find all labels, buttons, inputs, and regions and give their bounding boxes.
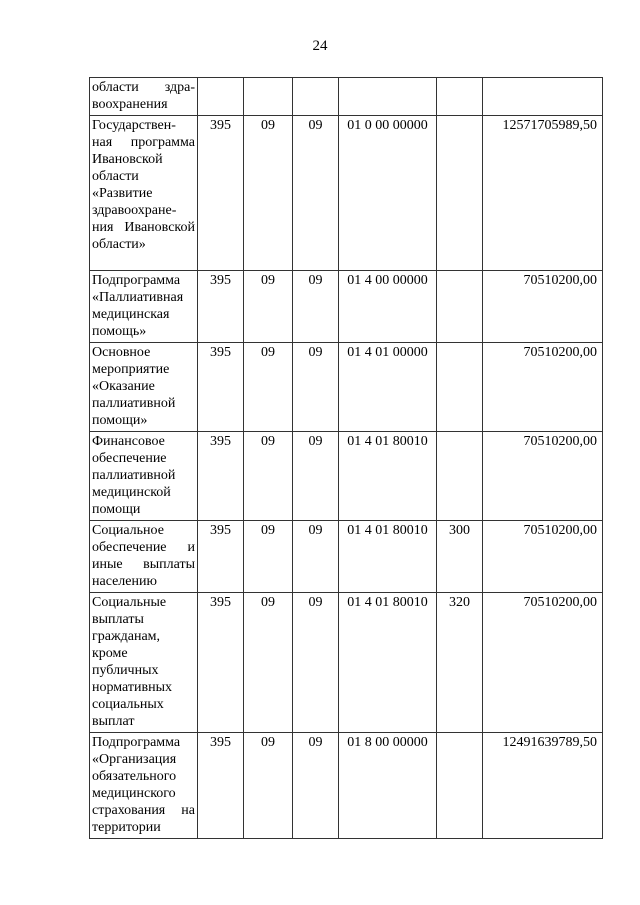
amount-cell: 70510200,00 [483,521,603,593]
row-name-cell: Финансовое обеспечение паллиативной медицинской помощи [90,432,198,521]
section-code-cell: 09 [244,733,293,839]
row-name-cell: Государствен-ная программа Ивановской области «Развитие здравоохране-ния Ивановской области» [90,116,198,271]
table-row [90,521,603,593]
admin-code-cell: 395 [198,343,244,432]
amount-cell: 70510200,00 [483,343,603,432]
target-article-cell: 01 4 01 00000 [339,343,437,432]
target-article-cell: 01 4 00 00000 [339,271,437,343]
budget-table [89,77,603,839]
expense-type-cell [437,733,483,839]
target-article-cell: 01 4 01 80010 [339,593,437,733]
subsection-code-cell: 09 [293,271,339,343]
expense-type-cell [437,271,483,343]
expense-type-cell: 320 [437,593,483,733]
admin-code-cell: 395 [198,116,244,271]
section-code-cell: 09 [244,343,293,432]
row-name-cell: Основное мероприятие «Оказание паллиативной помощи» [90,343,198,432]
section-code-cell: 09 [244,593,293,733]
table-row [90,271,603,343]
target-article-cell: 01 8 00 00000 [339,733,437,839]
page-number: 24 [312,38,328,54]
subsection-code-cell: 09 [293,343,339,432]
row-name-cell: Социальное обеспечение и иные выплаты населению [90,521,198,593]
admin-code-cell: 395 [198,432,244,521]
row-name-cell: Подпрограмма «Организация обязательного медицинского страхования на территории [90,733,198,839]
subsection-code-cell: 09 [293,733,339,839]
subsection-code-cell: 09 [293,593,339,733]
table-row [90,343,603,432]
admin-code-cell: 395 [198,521,244,593]
subsection-code-cell: 09 [293,521,339,593]
row-name-cell: Подпрограмма «Паллиативная медицинская помощь» [90,271,198,343]
subsection-code-cell [293,78,339,116]
expense-type-cell [437,343,483,432]
table-row [90,432,603,521]
admin-code-cell [198,78,244,116]
table-row [90,116,603,271]
amount-cell: 12571705989,50 [483,116,603,271]
admin-code-cell: 395 [198,271,244,343]
table-row [90,593,603,733]
admin-code-cell: 395 [198,733,244,839]
amount-cell [483,78,603,116]
target-article-cell [339,78,437,116]
expense-type-cell [437,116,483,271]
section-code-cell: 09 [244,521,293,593]
amount-cell: 12491639789,50 [483,733,603,839]
row-name-cell: Социальные выплаты гражданам, кроме публичных нормативных социальных выплат [90,593,198,733]
amount-cell: 70510200,00 [483,593,603,733]
admin-code-cell: 395 [198,593,244,733]
target-article-cell: 01 0 00 00000 [339,116,437,271]
subsection-code-cell: 09 [293,116,339,271]
section-code-cell [244,78,293,116]
section-code-cell: 09 [244,432,293,521]
table-row [90,733,603,839]
target-article-cell: 01 4 01 80010 [339,521,437,593]
expense-type-cell: 300 [437,521,483,593]
expense-type-cell [437,78,483,116]
row-name-cell: области здра-воохранения [90,78,198,116]
target-article-cell: 01 4 01 80010 [339,432,437,521]
amount-cell: 70510200,00 [483,432,603,521]
section-code-cell: 09 [244,116,293,271]
section-code-cell: 09 [244,271,293,343]
table-row [90,78,603,116]
expense-type-cell [437,432,483,521]
amount-cell: 70510200,00 [483,271,603,343]
subsection-code-cell: 09 [293,432,339,521]
